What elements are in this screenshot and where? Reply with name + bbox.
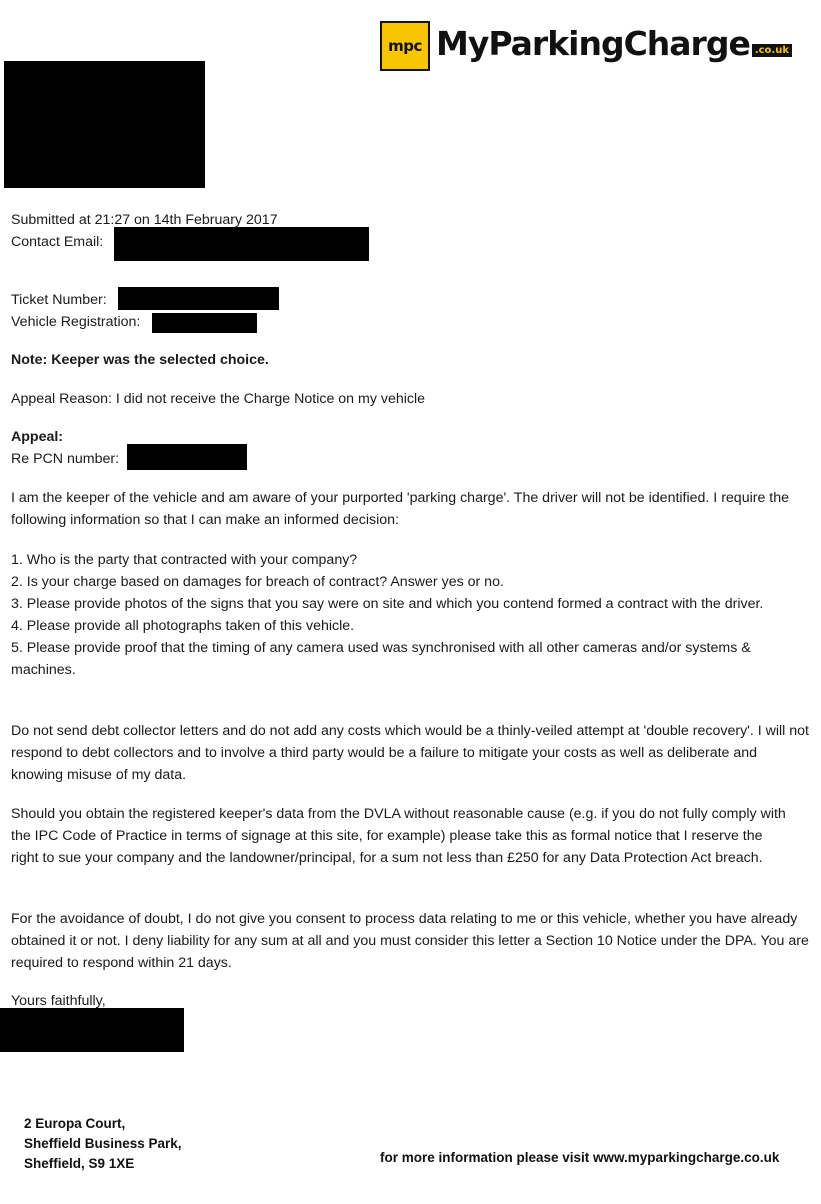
debt-collector-paragraph — [11, 720, 811, 786]
dvla-text: Should you obtain the registered keeper's data from the DVLA without reasonable cause (e.g. if you do not fully comply with the IPC Code of Practice in terms of signage at this site, for example) please take this as formal notice that I reserve the right to sue your company and the landowner/principal, for a sum not less than £250 for any Data Protection Act breach. — [11, 806, 786, 866]
redacted-vehicle-registration — [152, 313, 257, 333]
logo-tld: .co.uk — [752, 44, 792, 57]
redacted-pcn-number — [127, 444, 247, 470]
redacted-sender-address — [4, 61, 205, 188]
list-item: 4. Please provide all photographs taken of this vehicle. — [11, 618, 355, 634]
letter-intro-text: I am the keeper of the vehicle and am aware of your purported 'parking charge'. The driver will not be identified. I require the following information so that I can make an informed decision: — [11, 490, 790, 528]
list-item: 2. Is your charge based on damages for breach of contract? Answer yes or no. — [11, 574, 504, 590]
logo-wordmark — [436, 24, 792, 64]
address-line: Sheffield, S9 1XE — [24, 1156, 135, 1171]
sign-off: Yours faithfully, — [11, 993, 106, 1009]
address-line: 2 Europa Court, — [24, 1116, 126, 1131]
mpc-logo-badge: mpc — [380, 21, 430, 71]
consent-paragraph — [11, 908, 811, 974]
submitted-timestamp: Submitted at 21:27 on 14th February 2017 — [11, 212, 278, 228]
questions-list — [11, 549, 811, 681]
address-line: Sheffield Business Park, — [24, 1136, 182, 1151]
logo-wordmark-text: MyParkingCharge — [436, 24, 750, 63]
company-address — [24, 1114, 182, 1174]
debt-collector-text: Do not send debt collector letters and do not add any costs which would be a thinly-veiled attempt at 'double recovery'. I will not respond to debt collectors and to involve a third party would be a failure to mitigate your costs as well as deliberate and knowing misuse of my data. — [11, 723, 809, 783]
list-item: 3. Please provide photos of the signs that you say were on site and which you contend formed a contract with the driver. — [11, 596, 764, 612]
list-item: 5. Please provide proof that the timing of any camera used was synchronised with all other cameras and/or systems & machines. — [11, 640, 751, 678]
redacted-ticket-number — [118, 287, 279, 310]
dvla-paragraph — [11, 803, 786, 869]
keeper-note: Note: Keeper was the selected choice. — [11, 352, 269, 368]
redacted-signature-name — [0, 1008, 184, 1052]
footer-website-info: for more information please visit www.myparkingcharge.co.uk — [380, 1150, 780, 1165]
vehicle-registration-label: Vehicle Registration: — [11, 314, 141, 330]
consent-text: For the avoidance of doubt, I do not give you consent to process data relating to me or this vehicle, whether you have already obtained it or not. I deny liability for any sum at all and you must consider this letter a Section 10 Notice under the DPA. You are required to respond within 21 days. — [11, 911, 809, 971]
appeal-reason: Appeal Reason: I did not receive the Charge Notice on my vehicle — [11, 391, 426, 407]
contact-email-label: Contact Email: — [11, 234, 104, 250]
letter-intro — [11, 487, 811, 531]
list-item: 1. Who is the party that contracted with your company? — [11, 552, 358, 568]
pcn-number-label: Re PCN number: — [11, 451, 120, 467]
ticket-number-label: Ticket Number: — [11, 292, 107, 308]
redacted-contact-email — [114, 227, 369, 261]
myparkingcharge-logo — [380, 21, 792, 71]
appeal-heading: Appeal: — [11, 429, 64, 445]
